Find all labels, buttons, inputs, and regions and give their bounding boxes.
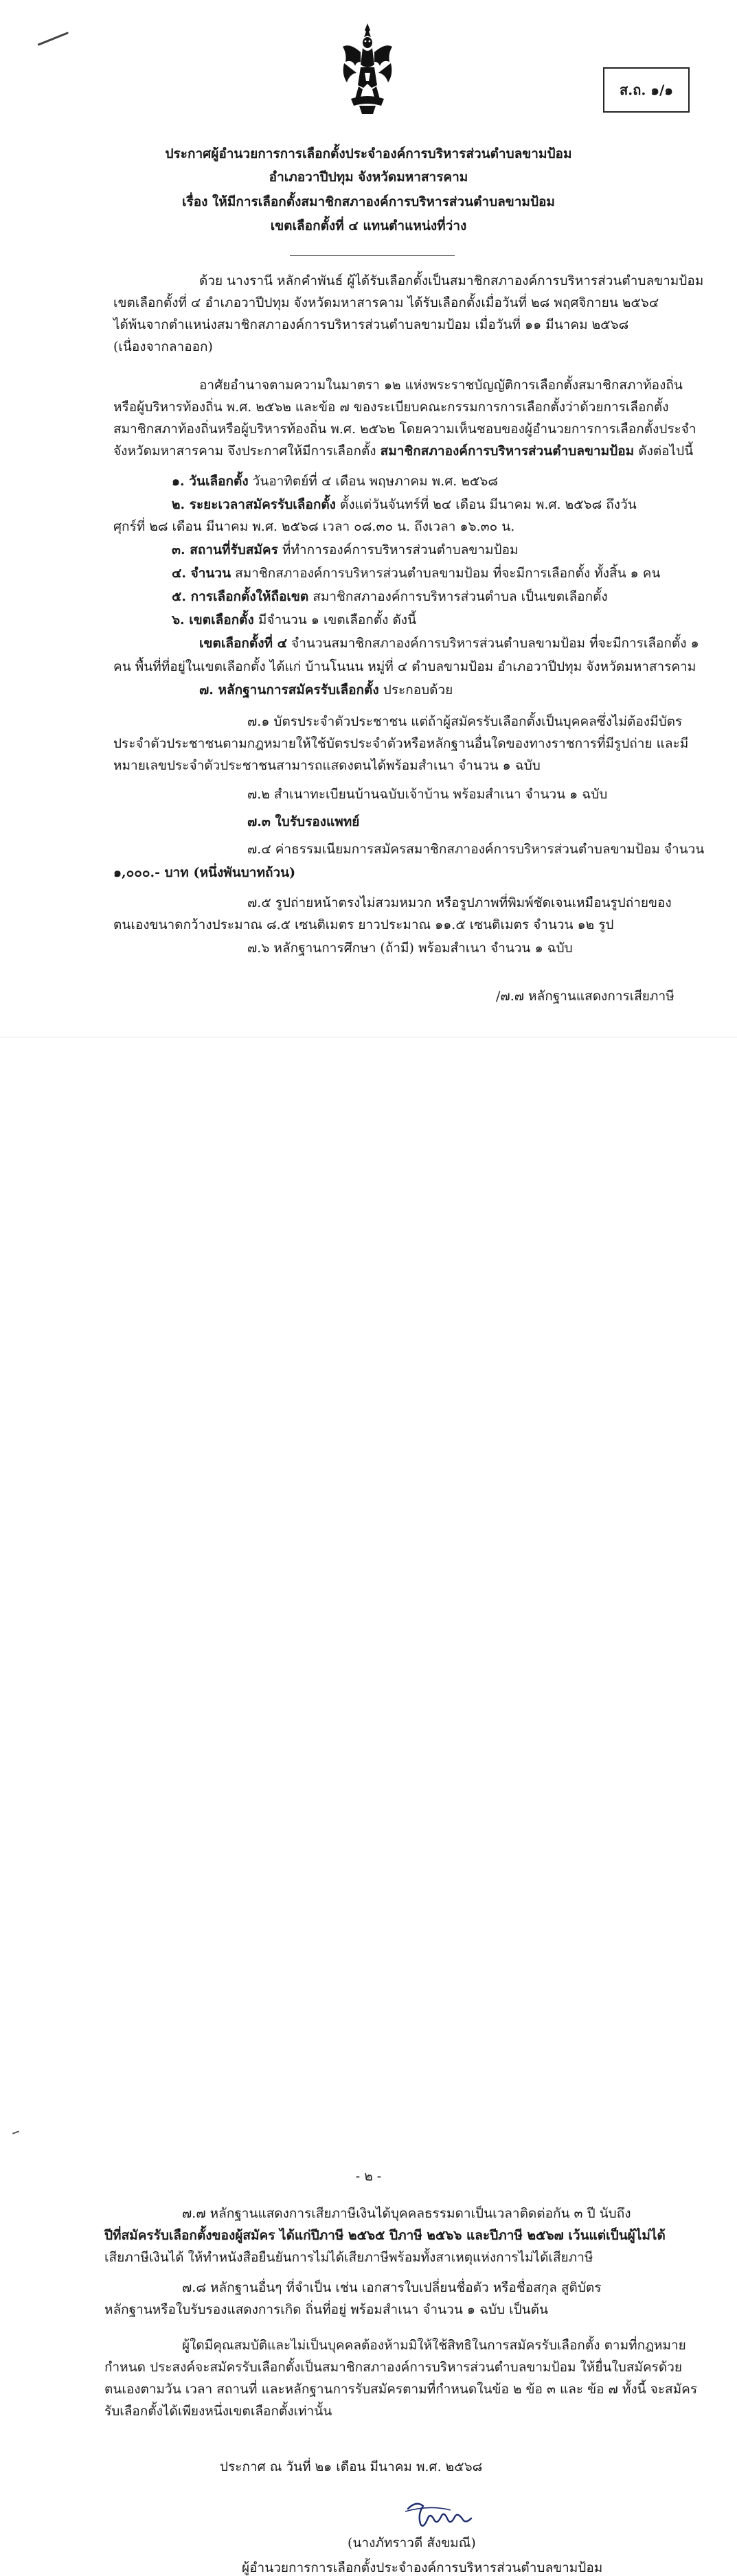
para1-line1: ด้วย นางรานี หลักคำพันธ์ ผู้ได้รับเลือกตั้งเป็นสมาชิกสภาองค์การบริหารส่วนตำบลขามป้อม xyxy=(199,273,704,288)
header-line-4: เขตเลือกตั้งที่ ๔ แทนตำแหน่งที่ว่าง xyxy=(270,218,467,233)
para1-line3: ได้พ้นจากตำแหน่งสมาชิกสภาองค์การบริหารส่วนตำบลขามป้อม เมื่อวันที่ ๑๑ มีนาคม ๒๕๖๘ xyxy=(113,317,629,332)
header-line-2: อำเภอวาปีปทุม จังหวัดมหาสารคาม xyxy=(269,170,468,185)
sub-7-5-line2: ตนเองขนาดกว้างประมาณ ๘.๕ เซนติเมตร ยาวประมาณ ๑๑.๕ เซนติเมตร จำนวน ๑๒ รูป xyxy=(113,917,614,932)
item-5-text: สมาชิกสภาองค์การบริหารส่วนตำบล เป็นเขตเลือกตั้ง xyxy=(308,589,608,604)
sub-7-7-line1: ๗.๗ หลักฐานแสดงการเสียภาษีเงินได้บุคคลธรรมดาเป็นเวลาติดต่อกัน ๓ ปี นับถึง xyxy=(182,2206,631,2221)
page-number: - ๒ - xyxy=(355,2169,382,2184)
para2-line3: สมาชิกสภาท้องถิ่นหรือผู้บริหารท้องถิ่น พ.ศ. ๒๕๖๒ โดยความเห็นชอบของผู้อำนวยการการเลือกตั้งประจำ xyxy=(113,422,696,437)
sub-7-8-line1: ๗.๘ หลักฐานอื่นๆ ที่จำเป็น เช่น เอกสารใบเปลี่ยนชื่อตัว หรือชื่อสกุล สูติบัตร xyxy=(182,2280,602,2295)
item-1-text: วันอาทิตย์ที่ ๔ เดือน พฤษภาคม พ.ศ. ๒๕๖๘ xyxy=(248,474,498,489)
sub-7-1-line1: ๗.๑ บัตรประจำตัวประชาชน แต่ถ้าผู้สมัครรับเลือกตั้งเป็นบุคคลซึ่งไม่ต้องมีบัตร xyxy=(247,714,683,729)
item-7-text: ประกอบด้วย xyxy=(378,682,453,698)
para1-line4: (เนื่องจากลาออก) xyxy=(113,339,213,354)
page-separator xyxy=(0,1037,737,1059)
item-4 xyxy=(172,565,660,582)
item-5-label: ๕. การเลือกตั้งให้ถือเขต xyxy=(172,589,309,604)
page-2 xyxy=(0,1057,737,2575)
item-7-label: ๗. หลักฐานการสมัครรับเลือกตั้ง xyxy=(199,682,379,698)
zone-cont: คน พื้นที่ที่อยู่ในเขตเลือกตั้ง ได้แก่ บ้านโนนน หมู่ที่ ๔ ตำบลขามป้อม อำเภอวาปีปทุม จังหวัดมหาสารคาม xyxy=(113,659,696,674)
item-1 xyxy=(172,473,498,490)
item-6-text: มีจำนวน ๑ เขตเลือกตั้ง ดังนี้ xyxy=(253,612,417,628)
item-1-label: ๑. วันเลือกตั้ง xyxy=(172,474,249,489)
closing-para-line3: ตนเองตามวัน เวลา สถานที่ และหลักฐานการรับสมัครตามที่กำหนดในข้อ ๒ ข้อ ๓ และ ข้อ ๗ ทั้งนี้ จะสมัคร xyxy=(104,2382,698,2397)
announce-date: ประกาศ ณ วันที่ ๒๑ เดือน มีนาคม พ.ศ. ๒๕๖๘ xyxy=(220,2459,483,2474)
closing-para-line4: รับเลือกตั้งได้เพียงหนึ่งเขตเลือกตั้งเท่านั้น xyxy=(104,2404,332,2419)
signature-icon xyxy=(402,2499,478,2531)
header-rule xyxy=(290,255,455,256)
item-2-cont: ศุกร์ที่ ๒๘ เดือน มีนาคม พ.ศ. ๒๕๖๘ เวลา ๐๘.๓๐ น. ถึงเวลา ๑๖.๓๐ น. xyxy=(113,519,515,534)
item-6 xyxy=(172,612,416,628)
item-6-label: ๖. เขตเลือกตั้ง xyxy=(172,612,254,628)
pen-mark xyxy=(37,32,69,46)
item-3-text: ที่ทำการองค์การบริหารส่วนตำบลขามป้อม xyxy=(277,542,519,557)
para2-line4-start: จังหวัดมหาสารคาม จึงประกาศให้มีการเลือกตั้ง xyxy=(113,444,381,459)
para2-line4 xyxy=(113,443,693,459)
continuation-note: /๗.๗ หลักฐานแสดงการเสียภาษี xyxy=(496,989,674,1004)
document-code: ส.ถ. ๑/๑ xyxy=(620,82,673,98)
zone-line xyxy=(199,635,699,652)
sub-7-8-line2: หลักฐานหรือใบรับรองแสดงการเกิด ถิ่นที่อยู่ พร้อมสำเนา จำนวน ๑ ฉบับ เป็นต้น xyxy=(104,2302,548,2317)
item-3 xyxy=(172,542,519,558)
signer-name: (นางภัทราวดี สังขมณี) xyxy=(348,2535,476,2551)
sub-7-6: ๗.๖ หลักฐานการศึกษา (ถ้ามี) พร้อมสำเนา จำนวน ๑ ฉบับ xyxy=(247,941,573,956)
header-line-3: เรื่อง ให้มีการเลือกตั้งสมาชิกสภาองค์การบริหารส่วนตำบลขามป้อม xyxy=(182,194,555,209)
item-7 xyxy=(199,682,453,698)
garuda-emblem-icon xyxy=(340,22,395,117)
closing-para-line2: กำหนด ประสงค์จะสมัครรับเลือกตั้งเป็นสมาชิกสภาองค์การบริหารส่วนตำบลขามป้อม ให้ยื่นใบสมัครด้วย xyxy=(104,2360,683,2375)
item-2-text: ตั้งแต่วันจันทร์ที่ ๒๔ เดือน มีนาคม พ.ศ. ๒๕๖๘ ถึงวัน xyxy=(335,497,637,512)
sub-7-1-line3: หมายเลขประจำตัวประชาชนสามารถแสดงตนได้พร้อมสำเนา จำนวน ๑ ฉบับ xyxy=(113,758,541,773)
item-5 xyxy=(172,588,608,605)
sub-7-2: ๗.๒ สำเนาทะเบียนบ้านฉบับเจ้าบ้าน พร้อมสำเนา จำนวน ๑ ฉบับ xyxy=(247,787,608,802)
item-2 xyxy=(172,496,637,513)
pen-mark-small xyxy=(12,2130,19,2134)
para2-line1: อาศัยอำนาจตามความในมาตรา ๑๒ แห่งพระราชบัญญัติการเลือกตั้งสมาชิกสภาท้องถิ่น xyxy=(199,378,683,393)
sub-7-4-line1: ๗.๔ ค่าธรรมเนียมการสมัครสมาชิกสภาองค์การบริหารส่วนตำบลขามป้อม จำนวน xyxy=(247,842,705,857)
item-4-text: สมาชิกสภาองค์การบริหารส่วนตำบลขามป้อม ที่จะมีการเลือกตั้ง ทั้งสิ้น ๑ คน xyxy=(231,566,661,581)
header-line-1: ประกาศผู้อำนวยการการเลือกตั้งประจำองค์การบริหารส่วนตำบลขามป้อม xyxy=(165,146,572,161)
para2-line2: หรือผู้บริหารท้องถิ่น พ.ศ. ๒๕๖๒ และข้อ ๗ ของระเบียบคณะกรรมการการเลือกตั้งว่าด้วยการเลือกตั้ง xyxy=(113,400,669,415)
sub-7-5-line1: ๗.๕ รูปถ่ายหน้าตรงไม่สวมหมวก หรือรูปภาพที่พิมพ์ชัดเจนเหมือนรูปถ่ายของ xyxy=(247,895,672,910)
closing-para-line1: ผู้ใดมีคุณสมบัติและไม่เป็นบุคคลต้องห้ามมิให้ใช้สิทธิในการสมัครรับเลือกตั้ง ตามที่กฎหมาย xyxy=(182,2338,686,2353)
sub-7-3: ๗.๓ ใบรับรองแพทย์ xyxy=(247,814,360,829)
document-code-box xyxy=(603,67,690,113)
item-3-label: ๓. สถานที่รับสมัคร xyxy=(172,542,278,557)
sub-7-7-line3: เสียภาษีเงินได้ ให้ทำหนังสือยืนยันการไม่ได้เสียภาษีพร้อมทั้งสาเหตุแห่งการไม่ได้เสียภาษี xyxy=(104,2250,593,2265)
sub-7-4-line2: ๑,๐๐๐.- บาท (หนึ่งพันบาทถ้วน) xyxy=(113,865,296,880)
zone-label: เขตเลือกตั้งที่ ๔ xyxy=(199,636,288,651)
page-1 xyxy=(0,0,737,1037)
zone-text: จำนวนสมาชิกสภาองค์การบริหารส่วนตำบลขามป้อม ที่จะมีการเลือกตั้ง ๑ xyxy=(287,636,699,651)
sub-7-7-line2: ปีที่สมัครรับเลือกตั้งของผู้สมัคร ได้แก่ปีภาษี ๒๕๖๕ ปีภาษี ๒๕๖๖ และปีภาษี ๒๕๖๗ เว้นแต่เป็นผู้ไม่ได้ xyxy=(104,2228,666,2243)
item-4-label: ๔. จำนวน xyxy=(172,566,231,581)
para1-line2: เขตเลือกตั้งที่ ๔ อำเภอวาปีปทุม จังหวัดมหาสารคาม ได้รับเลือกตั้งเมื่อวันที่ ๒๘ พฤศจิกายน ๒๕๖๔ xyxy=(113,295,659,310)
sub-7-1-line2: ประจำตัวประชาชนตามกฎหมายให้ใช้บัตรประจำตัวหรือหลักฐานอื่นใดของทางราชการที่มีรูปถ่าย และมี xyxy=(113,736,689,751)
para2-line4-bold: สมาชิกสภาองค์การบริหารส่วนตำบลขามป้อม xyxy=(380,444,635,459)
signer-title: ผู้อำนวยการการเลือกตั้งประจำองค์การบริหารส่วนตำบลขามป้อม xyxy=(242,2560,603,2575)
item-2-label: ๒. ระยะเวลาสมัครรับเลือกตั้ง xyxy=(172,497,336,512)
para2-line4-end: ดังต่อไปนี้ xyxy=(634,444,694,459)
